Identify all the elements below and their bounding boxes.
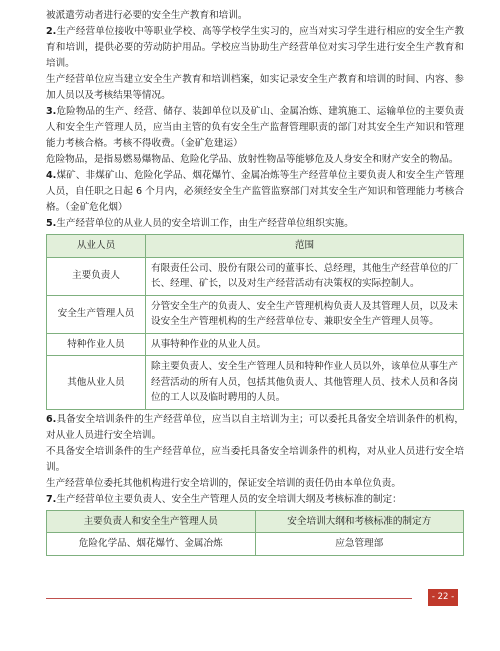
paragraph-text: 危险物品，是指易燃易爆物品、危险化学品、放射性物品等能够危及人身安全和财产安全的物品。 — [46, 154, 459, 165]
paragraph-text: 生产经营单位应当建立安全生产教育和培训档案，如实记录安全生产教育和培训的时间、内容、参加人员以及考核结果等情况。 — [46, 74, 464, 101]
standard-maker-cell: 应急管理部 — [255, 533, 464, 556]
middle-paragraphs — [46, 412, 464, 508]
item-number: 5. — [46, 218, 57, 229]
table-row — [47, 333, 464, 356]
item-number: 2. — [46, 26, 57, 37]
item-number: 6. — [46, 413, 57, 425]
table-header-row — [47, 510, 464, 533]
paragraph — [46, 104, 464, 152]
item-number: 7. — [46, 493, 57, 505]
scope-cell: 有限责任公司、股份有限公司的董事长、总经理，其他生产经营单位的厂长、经理、矿长，以及对生产经营活动有决策权的实际控制人。 — [146, 257, 464, 295]
paragraph — [46, 492, 464, 508]
paragraph — [46, 8, 464, 24]
paragraph — [46, 168, 464, 216]
header-standard-maker: 安全培训大纲和考核标准的制定方 — [255, 510, 464, 533]
personnel-cell: 安全生产管理人员 — [47, 295, 146, 333]
paragraph-text: 生产经营单位的从业人员的安全培训工作，由生产经营单位组织实施。 — [56, 218, 354, 229]
table-row — [47, 257, 464, 295]
paragraph-text: 煤矿、非煤矿山、危险化学品、烟花爆竹、金属冶炼等生产经营单位主要负责人和安全生产管理人员，自任职之日起 6 个月内，必须经安全生产监管监察部门对其安全生产知识和管理能力考核合格。（金矿危化烟） — [46, 170, 464, 213]
paragraph — [46, 72, 464, 104]
paragraph-text: 具备安全培训条件的生产经营单位，应当以自主培训为主；可以委托具备安全培训条件的机构，对从业人员进行安全培训。 — [46, 413, 464, 441]
paragraph-text: 危险物品的生产、经营、储存、装卸单位以及矿山、金属冶炼、建筑施工、运输单位的主要负责人和安全生产管理人员，应当由主管的负有安全生产监督管理职责的部门对其安全生产知识和管理能力考核合格。考核不得收费。（金矿危建运） — [46, 106, 464, 149]
personnel-cell: 特种作业人员 — [47, 333, 146, 356]
paragraph-text: 不具备安全培训条件的生产经营单位，应当委托具备安全培训条件的机构，对从业人员进行安全培训。 — [46, 445, 464, 473]
page-content — [46, 8, 464, 558]
paragraph — [46, 412, 464, 444]
paragraph — [46, 216, 464, 232]
table-row — [47, 295, 464, 333]
table-row — [47, 533, 464, 556]
table-row — [47, 356, 464, 410]
training-outline-table — [46, 510, 464, 556]
scope-cell: 分管安全生产的负责人、安全生产管理机构负责人及其管理人员，以及未设安全生产管理机构的生产经营单位专、兼职安全生产管理人员等。 — [146, 295, 464, 333]
header-personnel-type: 主要负责人和安全生产管理人员 — [47, 510, 256, 533]
paragraph — [46, 24, 464, 72]
top-paragraphs — [46, 8, 464, 232]
personnel-type-cell: 危险化学品、烟花爆竹、金属冶炼 — [47, 533, 256, 556]
header-scope: 范围 — [146, 235, 464, 258]
scope-cell: 除主要负责人、安全生产管理人员和特种作业人员以外，该单位从事生产经营活动的所有人员，包括其他负责人、其他管理人员、技术人员和各岗位的工人以及临时聘用的人员。 — [146, 356, 464, 410]
table-header-row — [47, 235, 464, 258]
personnel-scope-table — [46, 234, 464, 410]
item-number: 3. — [46, 106, 57, 117]
page-number: - 22 - — [428, 589, 458, 606]
scope-cell: 从事特种作业的从业人员。 — [146, 333, 464, 356]
paragraph — [46, 152, 464, 168]
paragraph-text: 生产经营单位接收中等职业学校、高等学校学生实习的，应当对实习学生进行相应的安全生产教育和培训，提供必要的劳动防护用品。学校应当协助生产经营单位对实习学生进行安全生产教育和培训。 — [46, 26, 464, 69]
header-personnel: 从业人员 — [47, 235, 146, 258]
paragraph-text: 被派遣劳动者进行必要的安全生产教育和培训。 — [46, 10, 248, 21]
personnel-cell: 其他从业人员 — [47, 356, 146, 410]
item-number: 4. — [46, 170, 57, 181]
paragraph — [46, 476, 464, 492]
footer-divider — [46, 598, 412, 599]
paragraph-text: 生产经营单位委托其他机构进行安全培训的，保证安全培训的责任仍由本单位负责。 — [46, 477, 401, 489]
personnel-cell: 主要负责人 — [47, 257, 146, 295]
paragraph — [46, 444, 464, 476]
paragraph-text: 生产经营单位主要负责人、安全生产管理人员的安全培训大纲及考核标准的制定： — [56, 493, 402, 505]
